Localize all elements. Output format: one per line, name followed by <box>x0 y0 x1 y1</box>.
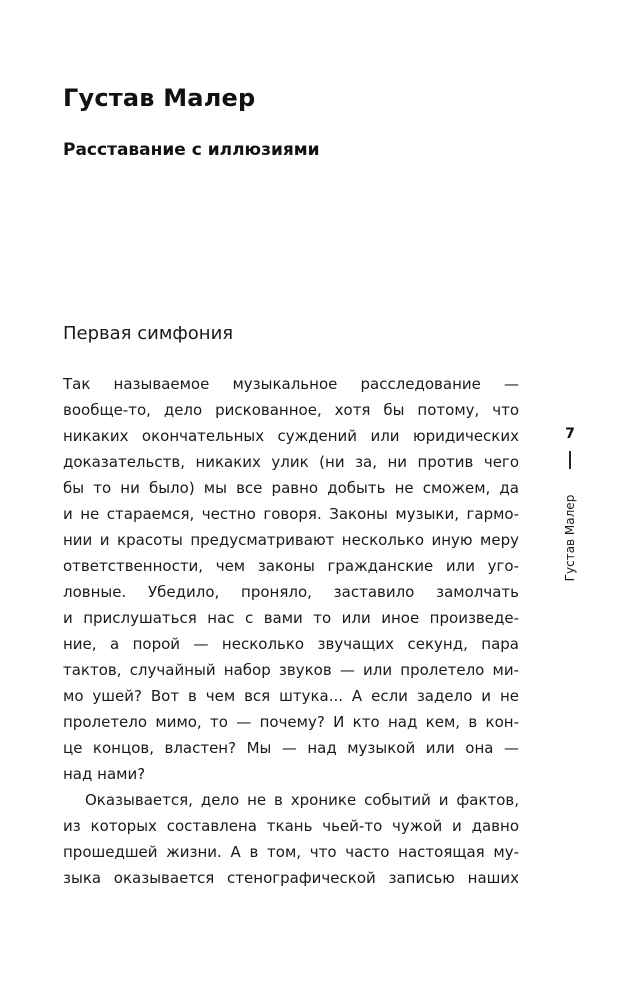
page-number: 7 <box>565 426 575 442</box>
text-line: мо ушей? Вот в чем вся штука... А если задело и не <box>63 687 519 705</box>
running-head-title: Густав Малер <box>563 494 577 582</box>
text-line: Так называемое музыкальное расследование — <box>63 375 519 393</box>
text-line: над нами? <box>63 765 146 783</box>
text-line: доказательств, никаких улик (ни за, ни против чего <box>63 453 519 471</box>
text-line: це концов, властен? Мы — над музыкой или она — <box>63 739 519 757</box>
text-line: зыка оказывается стенографической записью наших <box>63 869 519 887</box>
paragraph-1 <box>63 371 519 787</box>
text-line: пролетело мимо, то — почему? И кто над кем, в кон- <box>63 713 519 731</box>
chapter-author-heading: Густав Малер <box>63 84 256 112</box>
text-line: из которых составлена ткань чьей-то чужой и давно <box>63 817 519 835</box>
running-head <box>553 426 587 596</box>
text-line: ние, а порой — несколько звучащих секунд, пара <box>63 635 519 653</box>
text-line: бы то ни было) мы все равно добыть не сможем, да <box>63 479 519 497</box>
text-line: ловные. Убедило, проняло, заставило замолчать <box>63 583 519 601</box>
paragraph-2 <box>63 787 519 891</box>
body-text <box>63 371 519 891</box>
text-line: прошедшей жизни. А в том, что часто настоящая му- <box>63 843 519 861</box>
text-line: никаких окончательных суждений или юридических <box>63 427 519 445</box>
section-title: Первая симфония <box>63 323 234 344</box>
running-head-divider <box>569 451 571 469</box>
text-line: ответственности, чем законы гражданские или уго- <box>63 557 519 575</box>
text-line: и прислушаться нас с вами то или иное произведе- <box>63 609 519 627</box>
text-line: тактов, случайный набор звуков — или пролетело ми- <box>63 661 519 679</box>
chapter-subtitle: Расставание с иллюзиями <box>63 140 320 160</box>
text-line: Оказывается, дело не в хронике событий и фактов, <box>85 791 519 809</box>
text-line: вообще-то, дело рискованное, хотя бы потому, что <box>63 401 519 419</box>
text-line: и не стараемся, честно говоря. Законы музыки, гармо- <box>63 505 519 523</box>
text-line: нии и красоты предусматривают несколько иную меру <box>63 531 519 549</box>
